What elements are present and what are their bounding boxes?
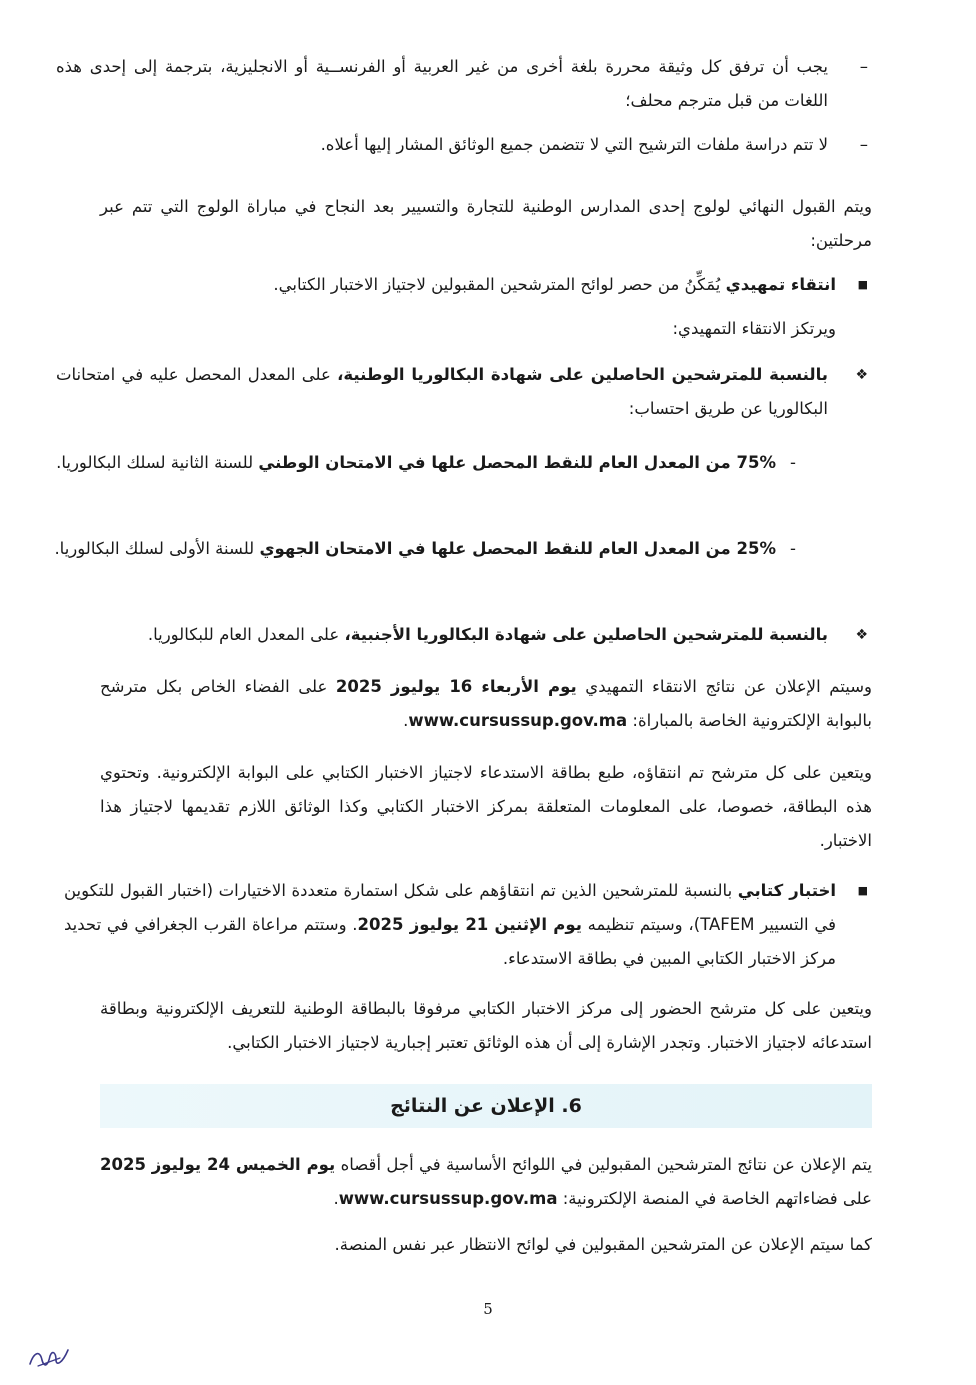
admission-paragraph: ويتم القبول النهائي لولوج إحدى المدارس الوطنية للتجارة والتسيير بعد النجاح في مباراة الولوج التي تتم عبر مرحلتين:: [100, 197, 872, 250]
regional-exam-weight-bold: 25% من المعدل العام للنقط المحصل علها في الامتحان الجهوي: [259, 539, 776, 558]
results-text: يتم الإعلان عن نتائج المترشحين المقبولين في اللوائح الأساسية في أجل أقصاه: [335, 1155, 872, 1174]
announcement-text: .: [403, 711, 409, 730]
results-text: على فضاءاتهم الخاصة في المنصة الإلكترونية:: [557, 1189, 872, 1208]
preselection-date: يوم الأربعاء 16 يوليوز 2025: [335, 677, 577, 696]
attendance-paragraph: ويتعين على كل مترشح الحضور إلى مركز الاختبار الكتابي مرفوقا بالبطاقة الوطنية للتعريف الإلكترونية وبطاقة استدعائه لاجتياز الاختبار. وتجدر الإشارة إلى أن هذه الوثائق تعتبر إجبارية لاجتياز الاختبار الكتابي.: [100, 999, 872, 1052]
announcement-text: على الفضاء الخاص بكل مترشح بالبوابة الإلكترونية الخاصة بالمباراة:: [100, 677, 872, 730]
list-item-translation: [56, 50, 872, 118]
foreign-bac-text: على المعدل العام للبكالوريا.: [147, 625, 345, 644]
waitlist-paragraph: كما سيتم الإعلان عن المترشحين المقبولين في لوائح الانتظار عبر نفس المنصة.: [334, 1235, 872, 1254]
page-number: 5: [483, 1300, 493, 1318]
document-page: [54, 0, 872, 1385]
announcement-text: وسيتم الإعلان عن نتائج الانتقاء التمهيدي: [576, 677, 872, 696]
national-exam-weight-bold: 75% من المعدل العام للنقط المحصل علها في الامتحان الوطني: [258, 453, 776, 472]
portal-url-link[interactable]: www.cursussup.gov.ma: [408, 711, 628, 730]
preselection-text: يُمَكِّنُ من حصر لوائح المترشحين المقبولين لاجتياز الاختبار الكتابي.: [273, 275, 726, 294]
results-text: .: [333, 1189, 339, 1208]
platform-url-link[interactable]: www.cursussup.gov.ma: [338, 1189, 558, 1208]
written-exam-item: [64, 874, 872, 976]
regional-exam-weight-text: للسنة الأولى لسلك البكالوريا.: [54, 539, 260, 558]
results-paragraph: [100, 1148, 872, 1216]
written-exam-date: يوم الإثنين 21 يوليوز 2025: [357, 915, 582, 934]
national-bac-title: بالنسبة للمترشحين الحاصلين على شهادة البكالوريا الوطنية،: [337, 365, 829, 384]
preselection-title: انتقاء تمهيدي: [725, 275, 836, 294]
signature-mark: [26, 1342, 72, 1372]
foreign-bac-title: بالنسبة للمترشحين الحاصلين على شهادة البكالوريا الأجنبية،: [344, 625, 828, 644]
results-date: يوم الخميس 24 يوليوز 2025: [100, 1155, 336, 1174]
national-exam-weight-text: للسنة الثانية لسلك البكالوريا.: [56, 453, 259, 472]
written-exam-title: اختبار كتابي: [737, 881, 836, 900]
preselection-basis: ويرتكز الانتقاء التمهيدي:: [672, 319, 836, 338]
regional-exam-weight: [4, 532, 872, 566]
list-item-incomplete-files: [56, 128, 872, 162]
national-bac-item: [56, 358, 872, 426]
list-item-text: يجب أن ترفق كل وثيقة محررة بلغة أخرى من غير العربية أو الفرنســية أو الانجليزية، بترجمة إلى إحدى هذه اللغات من قبل مترجم محلف؛: [56, 57, 828, 110]
national-exam-weight: [4, 446, 872, 480]
written-exam-text: بالنسبة للمترشحين الذين تم انتقاؤهم على شكل استمارة متعددة الاختيارات (اختبار القبول للتكوين في التسيير TAFEM)، وسيتم تنظيمه: [64, 881, 836, 934]
list-item-text: لا تتم دراسة ملفات الترشيح التي لا تتضمن جميع الوثائق المشار إليها أعلاه.: [320, 135, 828, 154]
section-heading: 6. الإعلان عن النتائج: [100, 1084, 872, 1128]
written-exam-text: . وستتم مراعاة القرب الجغرافي في تحديد مركز الاختبار الكتابي المبين في بطاقة الاستدعاء.: [64, 915, 836, 968]
national-bac-text: على المعدل المحصل عليه في امتحانات البكالوريا عن طريق احتساب:: [56, 365, 828, 418]
convocation-paragraph: ويتعين على كل مترشح تم انتقاؤه، طبع بطاقة الاستدعاء لاجتياز الاختبار الكتابي على البوابة الإلكترونية. وتحتوي هذه البطاقة، خصوصا، على المعلومات المتعلقة بمركز الاختبار الكتابي وكذا الوثائق اللازم تقديمها لاجتياز هذا الاختبار.: [100, 763, 872, 850]
preselection-item: [64, 268, 872, 302]
foreign-bac-item: [56, 618, 872, 652]
preselection-announcement: [100, 670, 872, 738]
